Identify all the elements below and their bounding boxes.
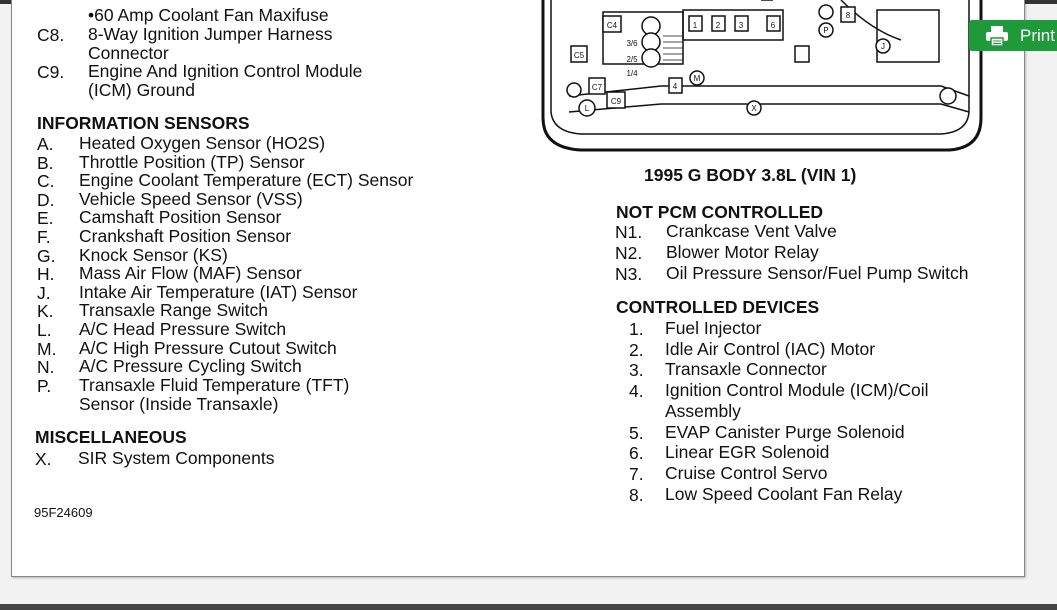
legend-text: Heated Oxygen Sensor (HO2S) (79, 133, 326, 153)
legend-key: N3. (615, 264, 643, 284)
legend-key: N. (37, 357, 55, 377)
legend-text: 8-Way Ignition Jumper Harness (88, 24, 333, 44)
diagram-label-36: 3/6 (626, 39, 638, 48)
document-page (11, 0, 1025, 577)
legend-key: 1. (629, 319, 644, 339)
legend-key: 4. (629, 381, 644, 401)
legend-text: Crankcase Vent Valve (666, 221, 837, 241)
legend-text: Transaxle Fluid Temperature (TFT) (79, 375, 350, 395)
legend-text: Vehicle Speed Sensor (VSS) (79, 189, 303, 209)
legend-text: Intake Air Temperature (IAT) Sensor (79, 282, 358, 302)
legend-text: Fuel Injector (665, 318, 762, 338)
legend-text: Throttle Position (TP) Sensor (79, 152, 305, 172)
figure-code: 95F24609 (34, 505, 93, 520)
section-heading-not-pcm-controlled: NOT PCM CONTROLLED (616, 202, 824, 222)
diagram-label-j: J (881, 42, 885, 51)
legend-text: Connector (88, 43, 169, 63)
diagram-label-x: X (751, 104, 757, 113)
diagram-label-4: 4 (672, 82, 678, 91)
legend-key: J. (37, 283, 51, 303)
legend-text: Blower Motor Relay (666, 242, 819, 262)
legend-key: B. (37, 153, 54, 173)
legend-text: Transaxle Connector (665, 359, 827, 379)
legend-key: E. (37, 208, 54, 228)
legend-key: 5. (629, 423, 644, 443)
diagram-caption: 1995 G BODY 3.8L (VIN 1) (644, 165, 857, 185)
legend-key: L. (37, 320, 52, 340)
legend-key: C9. (37, 62, 65, 82)
diagram-label-14: 1/4 (626, 69, 638, 78)
legend-text: Sensor (Inside Transaxle) (79, 394, 279, 414)
legend-text: Oil Pressure Sensor/Fuel Pump Switch (666, 263, 969, 283)
legend-text: Transaxle Range Switch (79, 300, 269, 320)
diagram-label-8: 8 (845, 11, 851, 20)
legend-key: P. (37, 376, 52, 396)
legend-key: G. (37, 246, 56, 266)
diagram-label-c5: C5 (573, 51, 585, 60)
legend-text: A/C Pressure Cycling Switch (79, 356, 302, 376)
legend-text: Mass Air Flow (MAF) Sensor (79, 263, 302, 283)
diagram-label-25: 2/5 (626, 55, 638, 64)
legend-key: X. (35, 449, 52, 469)
section-heading-controlled-devices: CONTROLLED DEVICES (616, 297, 820, 317)
legend-key: 8. (629, 485, 644, 505)
legend-text: Crankshaft Position Sensor (79, 226, 292, 246)
legend-text: Camshaft Position Sensor (79, 207, 282, 227)
legend-key: D. (37, 190, 55, 210)
legend-text: Linear EGR Solenoid (665, 442, 830, 462)
print-button-label: Print (1020, 26, 1055, 45)
legend-text: Idle Air Control (IAC) Motor (665, 339, 876, 359)
legend-key: 7. (629, 464, 644, 484)
legend-key: H. (37, 264, 55, 284)
legend-text: (ICM) Ground (88, 80, 195, 100)
legend-key: 3. (629, 360, 644, 380)
engine-component-diagram (541, 0, 991, 158)
diagram-label-1: 1 (692, 21, 698, 30)
diagram-label-6: 6 (770, 21, 776, 30)
legend-key: 2. (629, 340, 644, 360)
section-heading-miscellaneous: MISCELLANEOUS (35, 427, 187, 447)
legend-text: A/C Head Pressure Switch (79, 319, 287, 339)
legend-text: EVAP Canister Purge Solenoid (665, 422, 905, 442)
legend-text: SIR System Components (78, 448, 275, 468)
legend-text: Ignition Control Module (ICM)/Coil (665, 380, 929, 400)
print-button[interactable] (969, 20, 1057, 51)
legend-key: 6. (629, 443, 644, 463)
legend-key: A. (37, 134, 54, 154)
diagram-label-m: M (693, 74, 701, 83)
diagram-label-c9: C9 (610, 97, 622, 106)
legend-key: N2. (615, 243, 643, 263)
diagram-label-2: 2 (715, 21, 721, 30)
legend-text: A/C High Pressure Cutout Switch (79, 338, 337, 358)
legend-key: N1. (615, 222, 643, 242)
legend-key: M. (37, 339, 57, 359)
bottom-bar (0, 604, 1057, 610)
printer-icon (985, 26, 1009, 46)
legend-text: Assembly (665, 401, 741, 421)
legend-text: Low Speed Coolant Fan Relay (665, 484, 903, 504)
legend-key: F. (37, 227, 51, 247)
diagram-label-l: L (584, 104, 590, 113)
legend-key: C. (37, 171, 55, 191)
legend-text: Cruise Control Servo (665, 463, 828, 483)
legend-text: Knock Sensor (KS) (79, 245, 228, 265)
diagram-label-c4: C4 (606, 21, 618, 30)
legend-text: Engine And Ignition Control Module (88, 61, 363, 81)
diagram-label-3: 3 (738, 21, 744, 30)
section-heading-information-sensors: INFORMATION SENSORS (37, 113, 250, 133)
legend-text: Engine Coolant Temperature (ECT) Sensor (79, 170, 414, 190)
diagram-label-p: P (823, 26, 829, 35)
continued-item: •60 Amp Coolant Fan Maxifuse (88, 5, 329, 25)
legend-key: K. (37, 301, 54, 321)
legend-key: C8. (37, 25, 65, 45)
diagram-label-c7: C7 (591, 83, 603, 92)
